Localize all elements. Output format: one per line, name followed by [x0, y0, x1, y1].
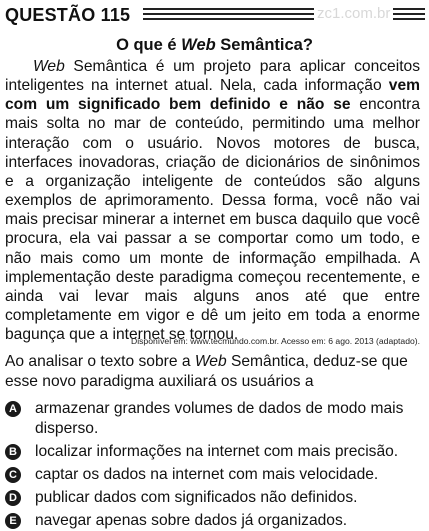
option-text: navegar apenas sobre dados já organizados. — [35, 512, 348, 529]
passage-part-2: encontra mais solta no mar de conteúdo, permitindo uma melhor interação com o usuário. Novos motores de busca, interfaces inovadoras, criação de dicionários de sinônimos e a organização inteligente de conteúdos são alguns exemplos de aprimoramento. Dessa forma, você não vai mais precisar minerar a internet em busca daquilo que você procura, ela vai passar a se comportar como um todo, e não mais como um monte de informação empilhada. A implementação deste paradigma começou recentemente, e ainda vai levar mais alguns anos até que entre completamente em vigor e dê um jeito em toda a enorme bagunça que a internet se tornou. — [5, 96, 420, 344]
option-letter-badge: B — [5, 444, 21, 460]
passage-title — [0, 35, 429, 55]
question-stem — [5, 352, 423, 392]
question-header — [5, 4, 425, 26]
passage-bold: vem com um significado bem definido e não se — [5, 77, 420, 114]
option-letter-badge: D — [5, 490, 21, 506]
passage-part-1: Semântica é um projeto para aplicar conceitos inteligentes na internet atual. Nela, cada informação — [5, 58, 420, 95]
option-text: localizar informações na internet com mais precisão. — [35, 443, 399, 460]
option-letter-badge: C — [5, 467, 21, 483]
title-prefix: O que é — [116, 36, 182, 54]
question-number: QUESTÃO 115 — [5, 5, 131, 25]
answer-options — [5, 399, 423, 531]
option-letter-badge: E — [5, 513, 21, 529]
option-letter-badge: A — [5, 401, 21, 417]
option-b[interactable] — [5, 442, 423, 462]
option-text: captar os dados na internet com mais velocidade. — [35, 466, 379, 483]
title-italic: Web — [181, 36, 216, 54]
option-a[interactable] — [5, 399, 423, 439]
option-text: armazenar grandes volumes de dados de modo mais disperso. — [35, 400, 404, 437]
option-text: publicar dados com significados não definidos. — [35, 489, 358, 506]
watermark: zc1.com.br — [314, 5, 393, 23]
passage-text — [5, 57, 420, 344]
option-c[interactable] — [5, 465, 423, 485]
question-italic: Web — [194, 353, 227, 370]
option-d[interactable] — [5, 488, 423, 508]
option-e[interactable] — [5, 511, 423, 531]
question-prefix: Ao analisar o texto sobre a — [5, 353, 195, 370]
title-suffix: Semântica? — [215, 36, 313, 54]
source-citation: Disponível em: www.tecmundo.com.br. Acesso em: 6 ago. 2013 (adaptado). — [131, 336, 420, 346]
passage-italic-start: Web — [33, 58, 65, 75]
question-suffix: Semântica, deduz-se que esse novo paradigma auxiliará os usuários a — [5, 353, 408, 390]
